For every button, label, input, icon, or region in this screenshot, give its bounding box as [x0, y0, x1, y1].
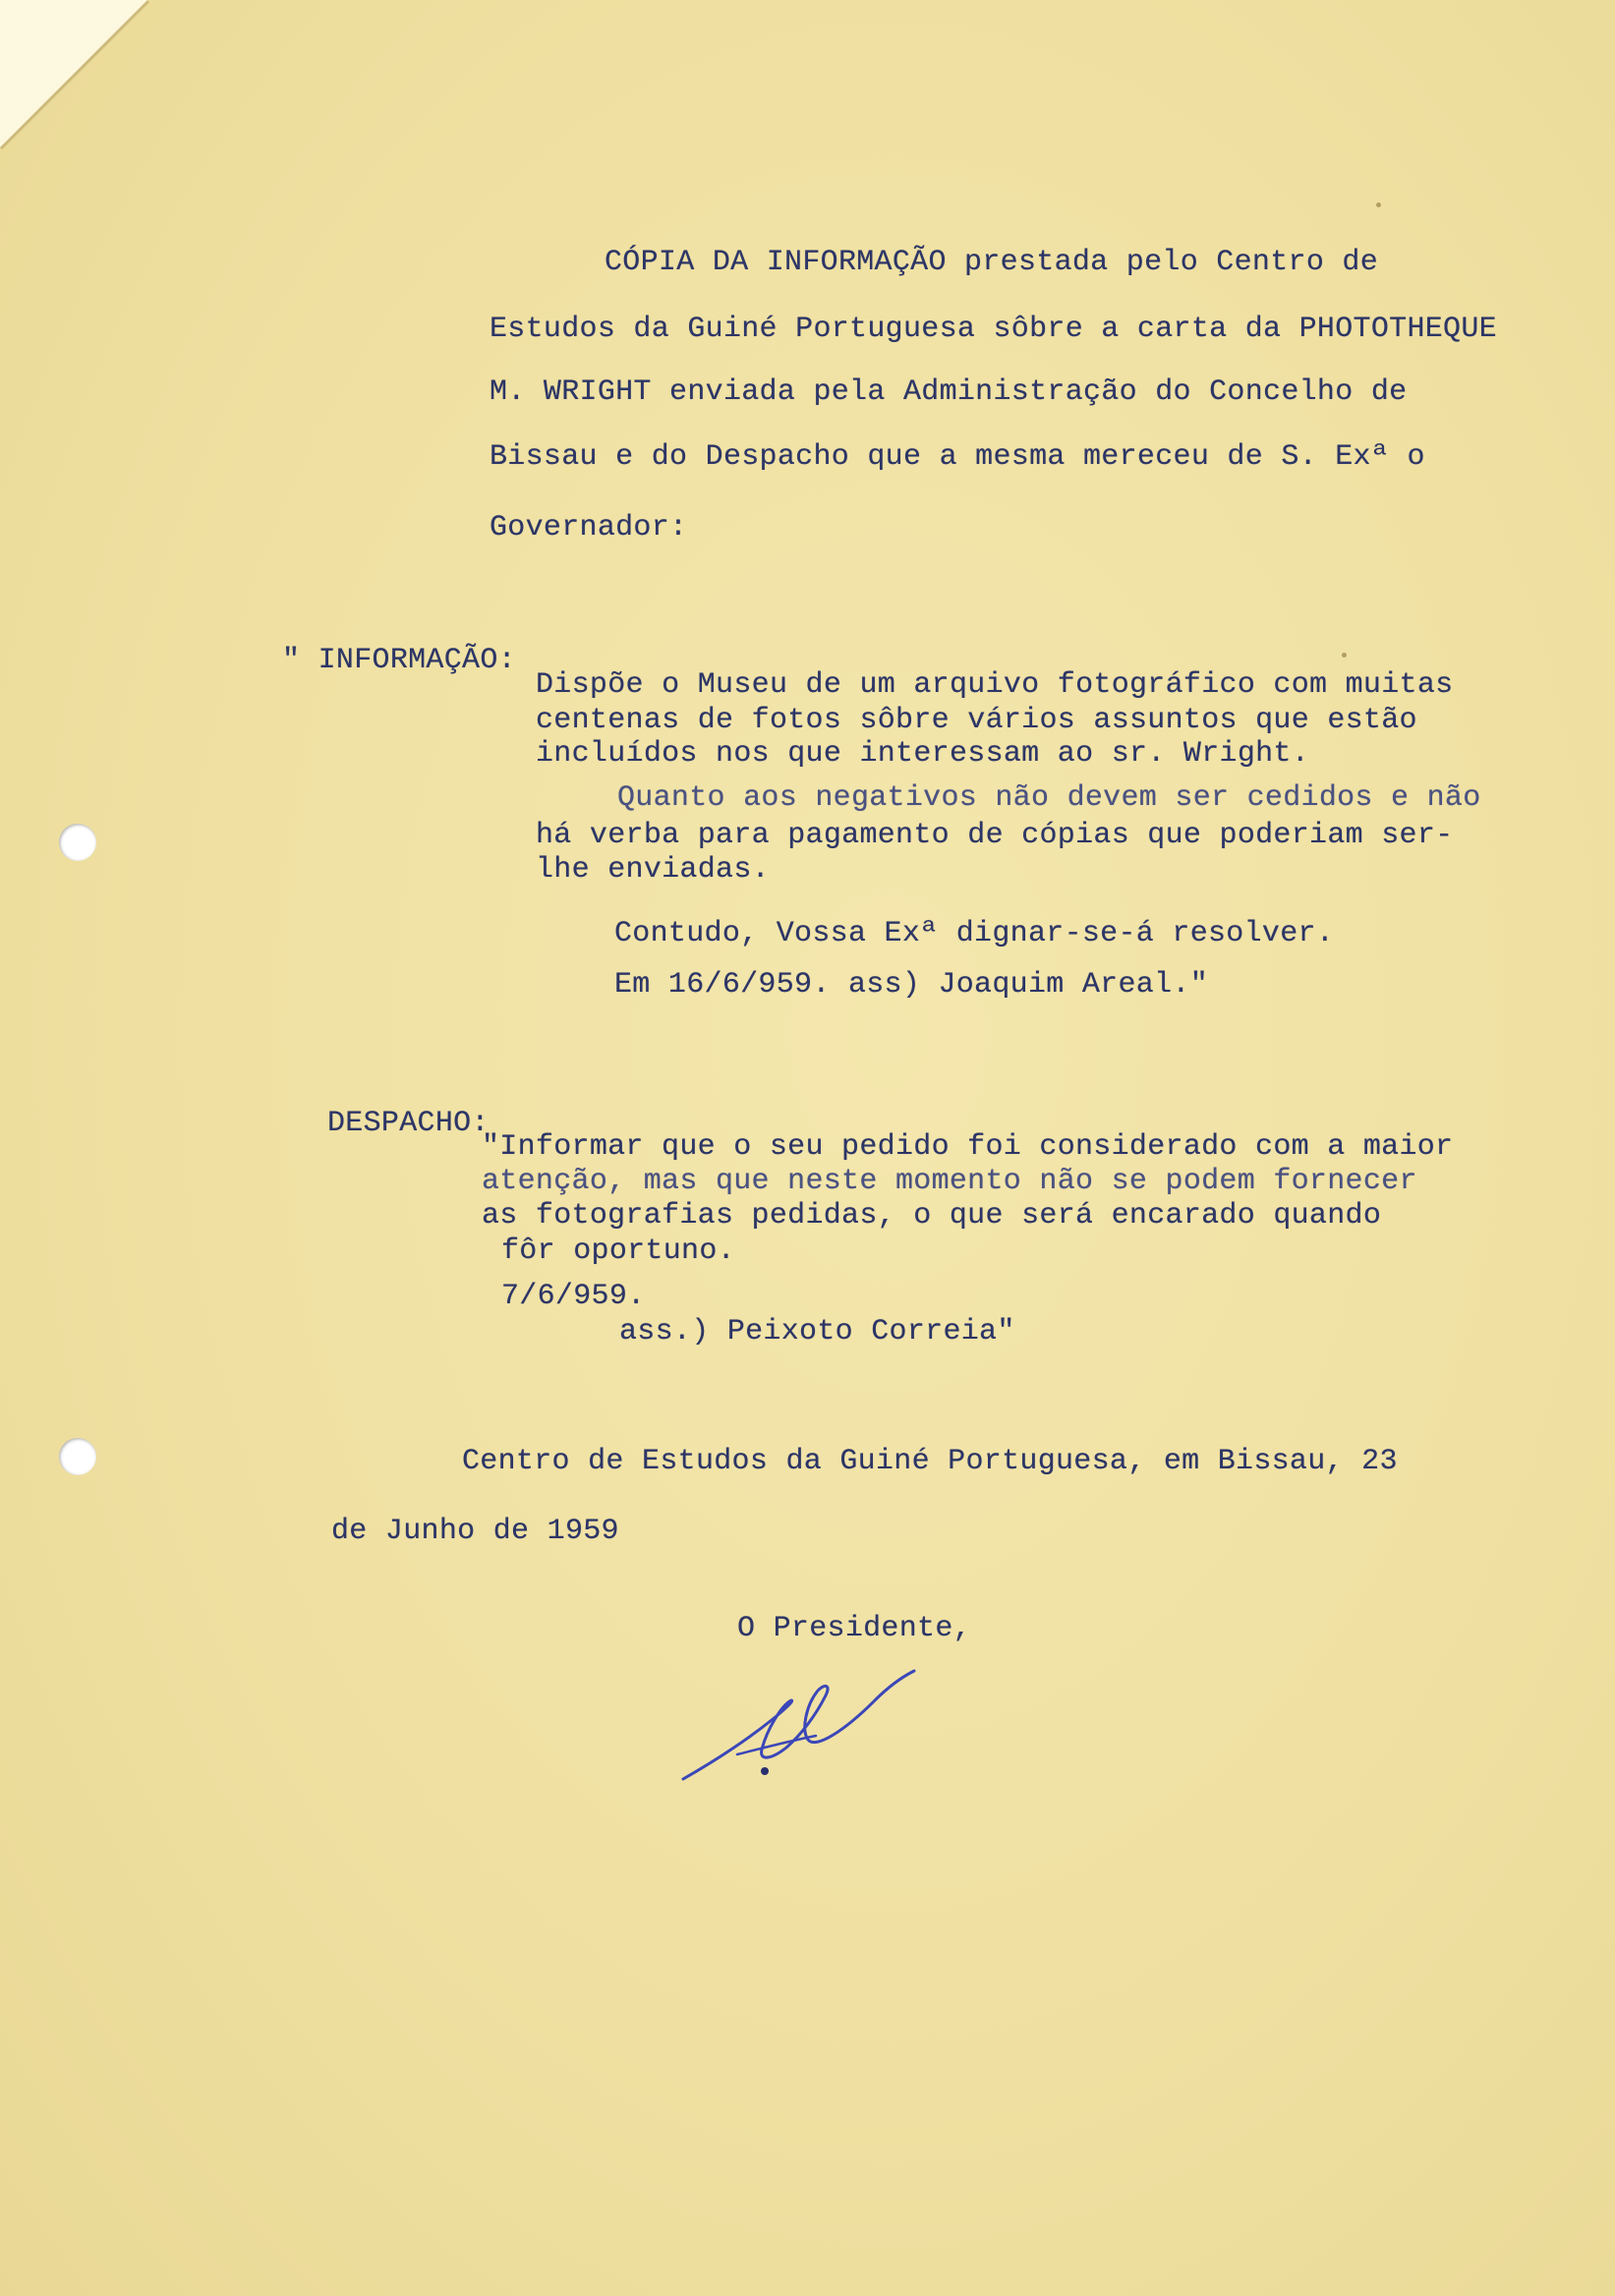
header-line-5: Governador: [490, 511, 688, 545]
punch-hole-bottom [59, 1438, 96, 1475]
informacao-line: centenas de fotos sôbre vários assuntos que estão [536, 704, 1417, 737]
header-line-3: M. WRIGHT enviada pela Administração do Concelho de [490, 375, 1408, 409]
despacho-line: atenção, mas que neste momento não se podem fornecer [482, 1165, 1417, 1198]
despacho-label: DESPACHO: [327, 1107, 490, 1140]
header-line-1: CÓPIA DA INFORMAÇÃO prestada pelo Centro de [605, 246, 1379, 279]
informacao-date-signature: Em 16/6/959. ass) Joaquim Areal." [614, 968, 1208, 1002]
footer-title: O Presidente, [737, 1612, 971, 1645]
punch-hole-top [59, 824, 96, 861]
despacho-line: fôr oportuno. [501, 1234, 735, 1268]
header-line-4: Bissau e do Despacho que a mesma mereceu de S. Exª o [490, 440, 1425, 474]
paper-speck [1342, 653, 1347, 658]
despacho-line: "Informar que o seu pedido foi considerado com a maior [482, 1130, 1454, 1164]
informacao-line: Dispõe o Museu de um arquivo fotográfico com muitas [536, 668, 1454, 702]
footer-place-line-2: de Junho de 1959 [331, 1515, 619, 1548]
despacho-line: as fotografias pedidas, o que será encarado quando [482, 1199, 1382, 1233]
informacao-closing: Contudo, Vossa Exª dignar-se-á resolver. [614, 917, 1335, 950]
informacao-line: incluídos nos que interessam ao sr. Wright. [536, 737, 1310, 771]
informacao-label: " INFORMAÇÃO: [282, 644, 516, 677]
informacao-line: Quanto aos negativos não devem ser cedidos e não [617, 781, 1481, 815]
president-signature [678, 1661, 934, 1808]
header-line-2: Estudos da Guiné Portuguesa sôbre a carta da PHOTOTHEQUE [490, 313, 1497, 346]
informacao-line: lhe enviadas. [536, 853, 770, 887]
footer-place-line-1: Centro de Estudos da Guiné Portuguesa, em Bissau, 23 [462, 1445, 1398, 1478]
paper-speck [1376, 202, 1381, 207]
informacao-line: há verba para pagamento de cópias que poderiam ser- [536, 819, 1454, 852]
despacho-date: 7/6/959. [501, 1280, 646, 1313]
despacho-signature: ass.) Peixoto Correia" [619, 1315, 1015, 1349]
